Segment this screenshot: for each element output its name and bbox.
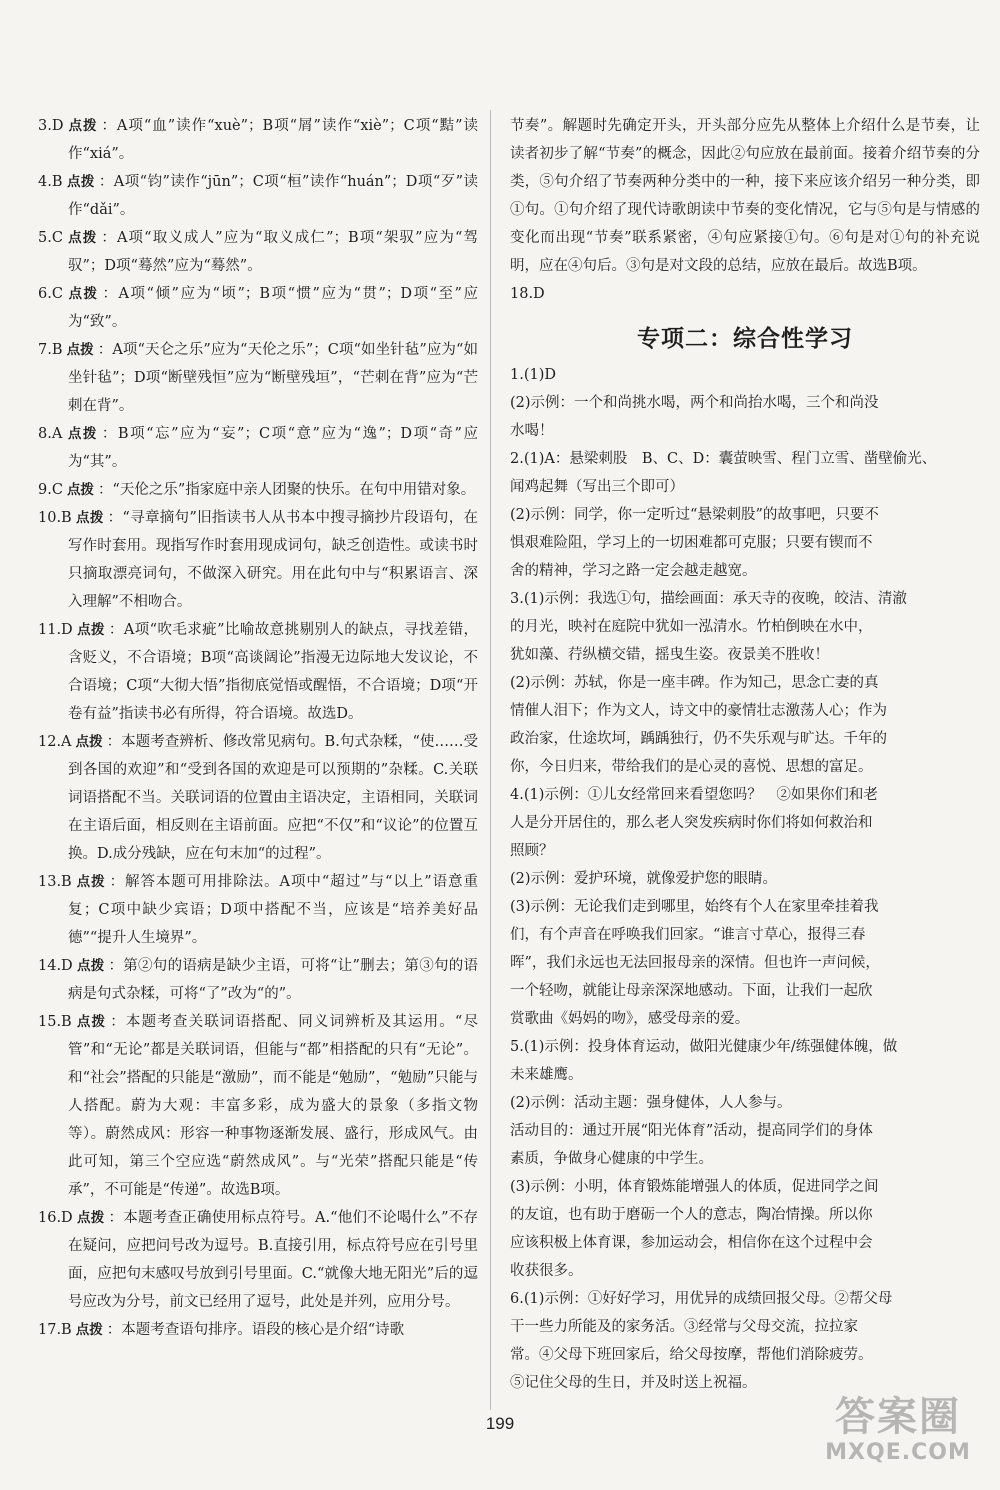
answer-number: 6.C [38, 286, 63, 302]
answer-text: ：A项“吹毛求疵”比喻故意挑剔别人的缺点，寻找差错，含贬义，不合语境；B项“高谈阔论”指漫无边际地大发议论，不合语境；C项“大彻大悟”指彻底觉悟或醒悟，不合语境；D项“开卷有益”指读书必有所得，符合语境。故选D。 [68, 622, 478, 722]
answer-line: 6.(1)示例：①好好学习，用优异的成绩回报父母。②帮父母 [510, 1291, 893, 1307]
answer-number: 10.B [38, 510, 72, 526]
answer-item [38, 112, 478, 168]
section-answer-item [510, 445, 980, 585]
tip-label: 点拨 [66, 342, 94, 358]
answer-line: 3.(1)示例：我选①句，描绘画面：承天寺的夜晚，皎洁、清澈 [510, 591, 907, 607]
answer-text: ：A项“天仑之乐”应为“天伦之乐”；C项“如坐针毡”应为“如坐针毡”；D项“断壁残恒”应为“断壁残垣”，“芒刺在背”应为“芒刺在背”。 [68, 342, 478, 414]
answer-line: 收获很多。 [510, 1263, 583, 1279]
answer-number: 5.C [38, 230, 63, 246]
section-answer-item [510, 585, 980, 781]
answer-line: 活动目的：通过开展“阳光体育”活动，提高同学们的身体 [510, 1123, 873, 1139]
answer-line: 赏歌曲《妈妈的吻》，感受母亲的爱。 [510, 1011, 750, 1027]
answer-number: 3.D [38, 118, 64, 134]
answer-item [38, 868, 478, 952]
answer-line: 政治家，仕途坎坷，踽踽独行，仍不失乐观与旷达。千年的 [510, 731, 887, 747]
answer-text: ：A项“倾”应为“顷”；B项“惯”应为“贯”；D项“至”应为“致”。 [68, 286, 478, 330]
watermark-logo-text: 答案圈 [835, 1394, 961, 1440]
answer-number: 15.B [38, 1014, 72, 1030]
answer-line: 照顾？ [510, 843, 554, 859]
tip-label: 点拨 [75, 1014, 107, 1030]
answer-line: (2)示例：同学，你一定听过“悬梁刺股”的故事吧，只要不 [510, 507, 879, 523]
tip-label: 点拨 [66, 286, 99, 302]
answer-line: 闻鸡起舞（写出三个即可） [510, 479, 684, 495]
answer-text: 节奏”。解题时先确定开头，开头部分应先从整体上介绍什么是节奏，让读者初步了解“节奏”的概念，因此②句应放在最前面。接着介绍节奏的分类，⑤句介绍了节奏两种分类中的一种，接下来应该介绍另一种分类，即①句。①句介绍了现代诗歌朗读中节奏的变化情况，它与⑤句是与情感的变化而出现“节奏”联系紧密，④句应紧接①句。⑥句是对①句的补充说明，应在④句后。③句是对文段的总结，应放在最后。故选B项。 [510, 118, 980, 274]
section-answers [510, 361, 980, 1397]
answer-text: ：第②句的语病是缺少主语，可将“让”删去；第③句的语病是句式杂糅，可将“了”改为“的”。 [68, 958, 479, 1002]
answer-number: 13.B [38, 874, 72, 890]
answer-line: 的友谊，也有助于磨砺一个人的意志，陶冶情操。所以你 [510, 1207, 873, 1223]
answer-line: 4.(1)示例：①儿女经常回来看望您吗？ ②如果你们和老 [510, 787, 878, 803]
answer-18: 18.D [510, 286, 545, 302]
answer-item [38, 952, 478, 1008]
answer-line: (2)示例：一个和尚挑水喝，两个和尚抬水喝，三个和尚没 [510, 395, 879, 411]
answer-text: ：A项“钧”读作“jūn”；C项“桓”读作“huán”；D项“歹”读作“dǎi”。 [68, 174, 479, 218]
answer-line: (3)示例：小明，体育锻炼能增强人的体质，促进同学之间 [510, 1179, 879, 1195]
answer-text: ：“寻章摘句”旧指读书人从书本中搜寻摘抄片段语句，在写作时套用。现指写作时套用现成词句，缺乏创造性。或读书时只摘取漂亮词句，不做深入研究。用在此句中与“积累语言、深入理解”不相吻合。 [68, 510, 478, 610]
answer-number: 14.D [38, 958, 73, 974]
answer-text: ：本题考查关联词语搭配、同义词辨析及其运用。“尽管”和“无论”都是关联词语，但能与“都”相搭配的只有“无论”。和“社会”搭配的只能是“激励”，而不能是“勉励”，“勉励”只能与人搭配。蔚为大观：丰富多彩，成为盛大的景象（多指文物等）。蔚然成风：形容一种事物逐渐发展、盛行，形成风气。由此可知，第三个空应选“蔚然成风”。与“光荣”搭配只能是“传承”，不可能是“传递”。故选B项。 [68, 1014, 479, 1198]
answer-item [38, 224, 478, 280]
column-divider [490, 110, 491, 1410]
answer-line: (2)示例：活动主题：强身健体，人人参与。 [510, 1095, 792, 1111]
answer-line: 惧艰难险阻，学习上的一切困难都可克服；只要有锲而不 [510, 535, 873, 551]
answer-number: 11.D [38, 622, 73, 638]
watermark-logo [818, 1394, 978, 1472]
answer-number: 17.B [38, 1322, 72, 1338]
answer-number: 7.B [38, 342, 63, 358]
answer-line: (2)示例：爱护环境，就像爱护您的眼睛。 [510, 871, 778, 887]
tip-label: 点拨 [66, 174, 95, 190]
section-answer-item [510, 1285, 980, 1397]
answer-line: 晖”，我们永远也无法回报母亲的深情。但也许一声问候， [510, 955, 880, 971]
tip-label: 点拨 [67, 118, 98, 134]
answer-text: ：A项“血”读作“xuè”；B项“屑”读作“xiè”；C项“黠”读作“xiá”。 [68, 118, 479, 162]
answer-line: 人是分开居住的，那么老人突发疾病时你们将如何救治和 [510, 815, 873, 831]
answer-item [38, 168, 478, 224]
watermark-url: MXQE.COM [825, 1440, 971, 1465]
answer-number: 4.B [38, 174, 63, 190]
answer-line: 未来雄鹰。 [510, 1067, 583, 1083]
answer-item [38, 616, 478, 728]
answer-item [38, 476, 478, 504]
tip-label: 点拨 [75, 734, 103, 750]
tip-label: 点拨 [76, 1210, 105, 1226]
answer-line: 水喝！ [510, 423, 554, 439]
answer-text: ：A项“取义成人”应为“取义成仁”；B项“架驭”应为“驾驭”；D项“蓦然”应为“蓦然”。 [68, 230, 479, 274]
answer-line: 5.(1)示例：投身体育运动，做阳光健康少年/练强健体魄，做 [510, 1039, 898, 1055]
answer-item [38, 280, 478, 336]
answer-text: ：“天伦之乐”指家庭中亲人团聚的快乐。在句中用错对象。 [97, 482, 476, 498]
answer-item [38, 336, 478, 420]
answer-line: 素质，争做身心健康的中学生。 [510, 1151, 713, 1167]
answer-text: ：解答本题可用排除法。A项中“超过”与“以上”语意重复；C项中缺少宾语；D项中搭配不当，应该是“培养美好品德”“提升人生境界”。 [68, 874, 478, 946]
answer-item [38, 1204, 478, 1316]
answer-line: 情催人泪下；作为文人，诗文中的豪情壮志激荡人心；作为 [510, 703, 887, 719]
answer-number: 16.D [38, 1210, 73, 1226]
section-answer-item [510, 781, 980, 1033]
tip-label: 点拨 [66, 426, 98, 442]
answer-item [38, 1008, 478, 1204]
section-title: 专项二：综合性学习 [637, 326, 853, 352]
answer-line: 的月光，映衬在庭院中犹如一泓清水。竹柏倒映在水中， [510, 619, 873, 635]
section-answer-item [510, 1033, 980, 1285]
tip-label: 点拨 [76, 958, 105, 974]
answer-line: 们，有个声音在呼唤我们回家。“谁言寸草心，报得三春 [510, 927, 866, 943]
right-column [510, 112, 980, 1397]
answer-item [38, 420, 478, 476]
tip-label: 点拨 [75, 510, 104, 526]
answer-number: 8.A [38, 426, 63, 442]
answer-line: 你，今日归来，带给我们的是心灵的喜悦、思想的富足。 [510, 759, 873, 775]
answer-line: (2)示例：苏轼，你是一座丰碑。作为知己，思念亡妻的真 [510, 675, 879, 691]
answer-line: 应该积极上体育课，参加运动会，相信你在这个过程中会 [510, 1235, 873, 1251]
answer-line: (3)示例：无论我们走到哪里，始终有个人在家里牵挂着我 [510, 899, 879, 915]
tip-label: 点拨 [75, 1322, 103, 1338]
answer-item [38, 1316, 478, 1344]
answer-text: ：本题考查语句排序。语段的核心是介绍“诗歌 [106, 1322, 405, 1338]
answer-line: 常。④父母下班回家后，给父母按摩，帮他们消除疲劳。 [510, 1347, 873, 1363]
answer-line: 舍的精神，学习之路一定会越走越宽。 [510, 563, 757, 579]
answer-number: 9.C [38, 482, 63, 498]
answer-number: 12.A [38, 734, 72, 750]
tip-label: 点拨 [76, 622, 105, 638]
answer-line: 2.(1)A：悬梁刺股 B、C、D：囊萤映雪、程门立雪、凿壁偷光、 [510, 451, 937, 467]
answer-text: ：本题考查正确使用标点符号。A.“他们不论喝什么”不存在疑问，应把问号改为逗号。B.直接引用，标点符号应在引号里面，应把句末感叹号放到引号里面。C.“就像大地无阳光”后的逗号应改为分号，前文已经用了逗号，此处是并列，应用分号。 [68, 1210, 479, 1310]
answer-line: 犹如藻、荇纵横交错，摇曳生姿。夜景美不胜收！ [510, 647, 829, 663]
left-column [38, 112, 478, 1344]
page-number: 199 [485, 1414, 515, 1433]
tip-label: 点拨 [66, 230, 98, 246]
tip-label: 点拨 [75, 874, 106, 890]
answer-text: ：本题考查辨析、修改常见病句。B.句式杂糅，“使……受到各国的欢迎”和“受到各国的欢迎是可以预期的”杂糅。C.关联词语搭配不当。关联词语的位置由主语决定，主语相同，关联词在主语后面，相反则在主语前面。应把“不仅”和“议论”的位置互换。D.成分残缺，应在句末加“的过程”。 [68, 734, 478, 862]
answer-text: ：B项“忘”应为“妄”；C项“意”应为“逸”；D项“奇”应为“其”。 [68, 426, 478, 470]
answer-item [38, 504, 478, 616]
answer-line: 一个轻吻，就能让母亲深深地感动。下面，让我们一起欣 [510, 983, 873, 999]
answer-item [38, 728, 478, 868]
section-answer-item [510, 361, 980, 445]
answer-line: 干一些力所能及的家务活。③经常与父母交流，拉拉家 [510, 1319, 858, 1335]
answer-line: 1.(1)D [510, 367, 556, 383]
answer-line: ⑤记住父母的生日，并及时送上祝福。 [510, 1375, 757, 1391]
answer-17-continued [510, 112, 980, 280]
tip-label: 点拨 [66, 482, 94, 498]
